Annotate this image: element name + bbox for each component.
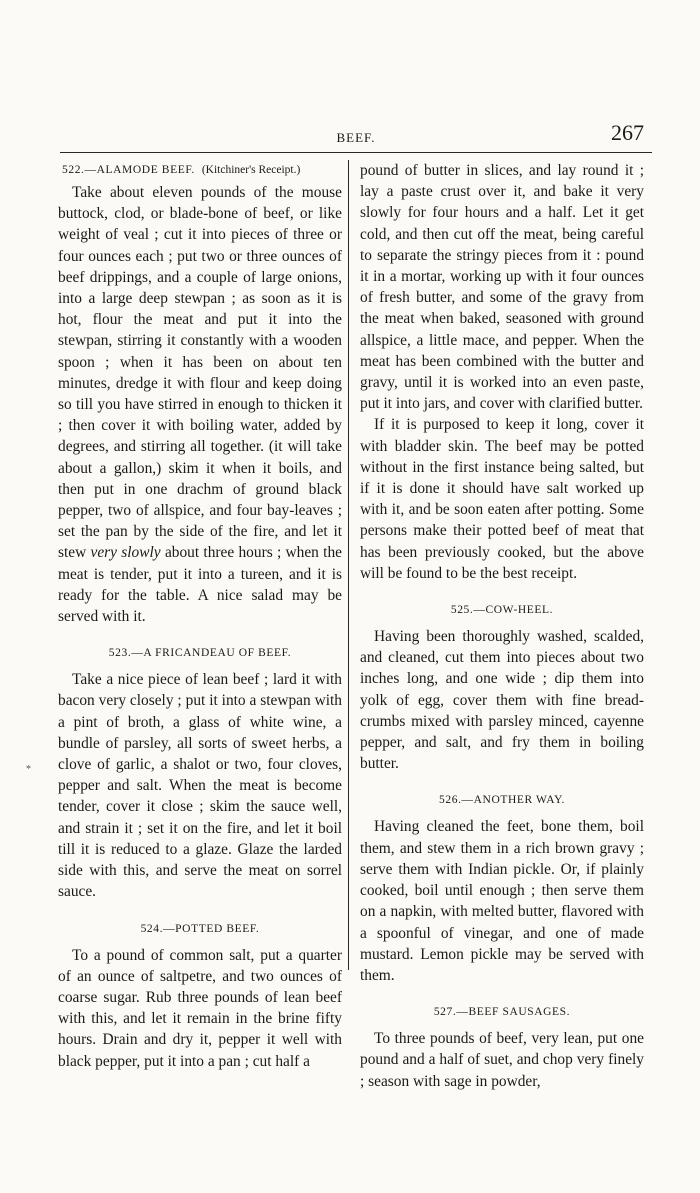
left-column [58,160,342,1072]
right-column [360,160,644,1092]
recipe-text-525: Having been thoroughly washed, scalded, and cleaned, cut them into pieces about two inches long, and one wide ; dip them into yolk of egg, cover them with fine bread-crumbs mixed with parsley minced, cayenne pepper, and salt, and fry them in boiling butter. [360,628,644,773]
running-header [60,120,652,150]
recipe-text-522: Take about eleven pounds of the mouse buttock, clod, or blade-bone of beef, or like weight of veal ; cut it into pieces of three or four ounces each ; put two or three ounces of beef drippings, and a couple of large onions, into a large deep stewpan ; as soon as it is hot, flour the meat and put it into the stewpan, stirring it constantly with a wooden spoon ; when it has been on about ten minutes, dredge it with flour and keep doing so till you have stirred in enough to thicken it ; then cover it with boiling water, added by degrees, and stirring all together. (it will take about a gallon,) skim it when it boils, and then put in one drachm of ground black pepper, two of allspice, and four bay-leaves ; set the pan by the side of the fire, and let it stew very slowly about three hours ; when the meat is tender, put it into a tureen, and it is ready for the table. A nice salad may be served with it. [58,184,342,626]
recipe-heading-523: 523.—A FRICANDEAU OF BEEF. [108,647,292,660]
page-number: 267 [611,120,644,145]
running-title: BEEF. [336,130,376,145]
recipe-heading-527: 527.—BEEF SAUSAGES. [433,1006,571,1019]
recipe-heading-524: 524.—POTTED BEEF. [140,922,260,935]
recipe-heading-525: 525.—COW-HEEL. [450,604,554,617]
recipe-text-524-b: If it is purposed to keep it long, cover it with bladder skin. The beef may be potted without in the first instance being salted, but if it is done it should have salt worked up with it, and be soon eaten after potting. Some persons make their potted beef of meat that has been previously cooked, but the above will be found to be the best receipt. [360,416,644,582]
recipe-text-527: To three pounds of beef, very lean, put one pound and a half of suet, and chop very finely ; season with sage in powder, [360,1030,644,1090]
emphasis: very slowly [90,544,161,562]
recipe-source: (Kitchiner's Receipt.) [201,164,301,176]
column-divider [348,160,349,970]
recipe-text-526: Having cleaned the feet, bone them, boil them, and stew them in a rich brown gravy ; serve them with Indian pickle. Or, if plainly cooked, boil until enough ; then serve them on a napkin, with melted butter, flavored with a spoonful of vinegar, and one of made mustard. Lemon pickle may be served with them. [360,818,644,984]
recipe-heading-526: 526.—ANOTHER WAY. [439,794,565,807]
header-rule [60,152,652,153]
margin-mark: * [26,764,31,775]
recipe-text-524: To a pound of common salt, put a quarter of an ounce of saltpetre, and two ounces of coarse sugar. Rub three pounds of lean beef with this, and let it remain in the brine fifty hours. Drain and dry it, pepper it well with black pepper, put it into a pan ; cut half a [58,946,342,1070]
recipe-heading-522: 522.—ALAMODE BEEF. (Kitchiner's Receipt.) [62,164,301,176]
recipe-text-523: Take a nice piece of lean beef ; lard it with bacon very closely ; put it into a stewpan with a pint of broth, a glass of white wine, a bundle of parsley, all sorts of sweet herbs, a clove of garlic, a shalot or two, four cloves, pepper and salt. When the meat is become tender, cover it close ; skim the sauce well, and strain it ; set it on the fire, and let it boil till it is reduced to a glaze. Glaze the larded side with this, and serve the meat on sorrel sauce. [58,671,342,901]
recipe-text-524-continued: pound of butter in slices, and lay round it ; lay a paste crust over it, and bake it very slowly for four hours and a half. Let it get cold, and then cut off the meat, being careful to separate the stringy pieces from it : pound it in a mortar, working up with it four ounces of fresh butter, and some of the gravy from the meat when baked, seasoned with ground allspice, a little mace, and pepper. When the meat has been combined with the butter and gravy, until it is worked into an even paste, put it into jars, and cover with clarified butter. [360,162,644,413]
